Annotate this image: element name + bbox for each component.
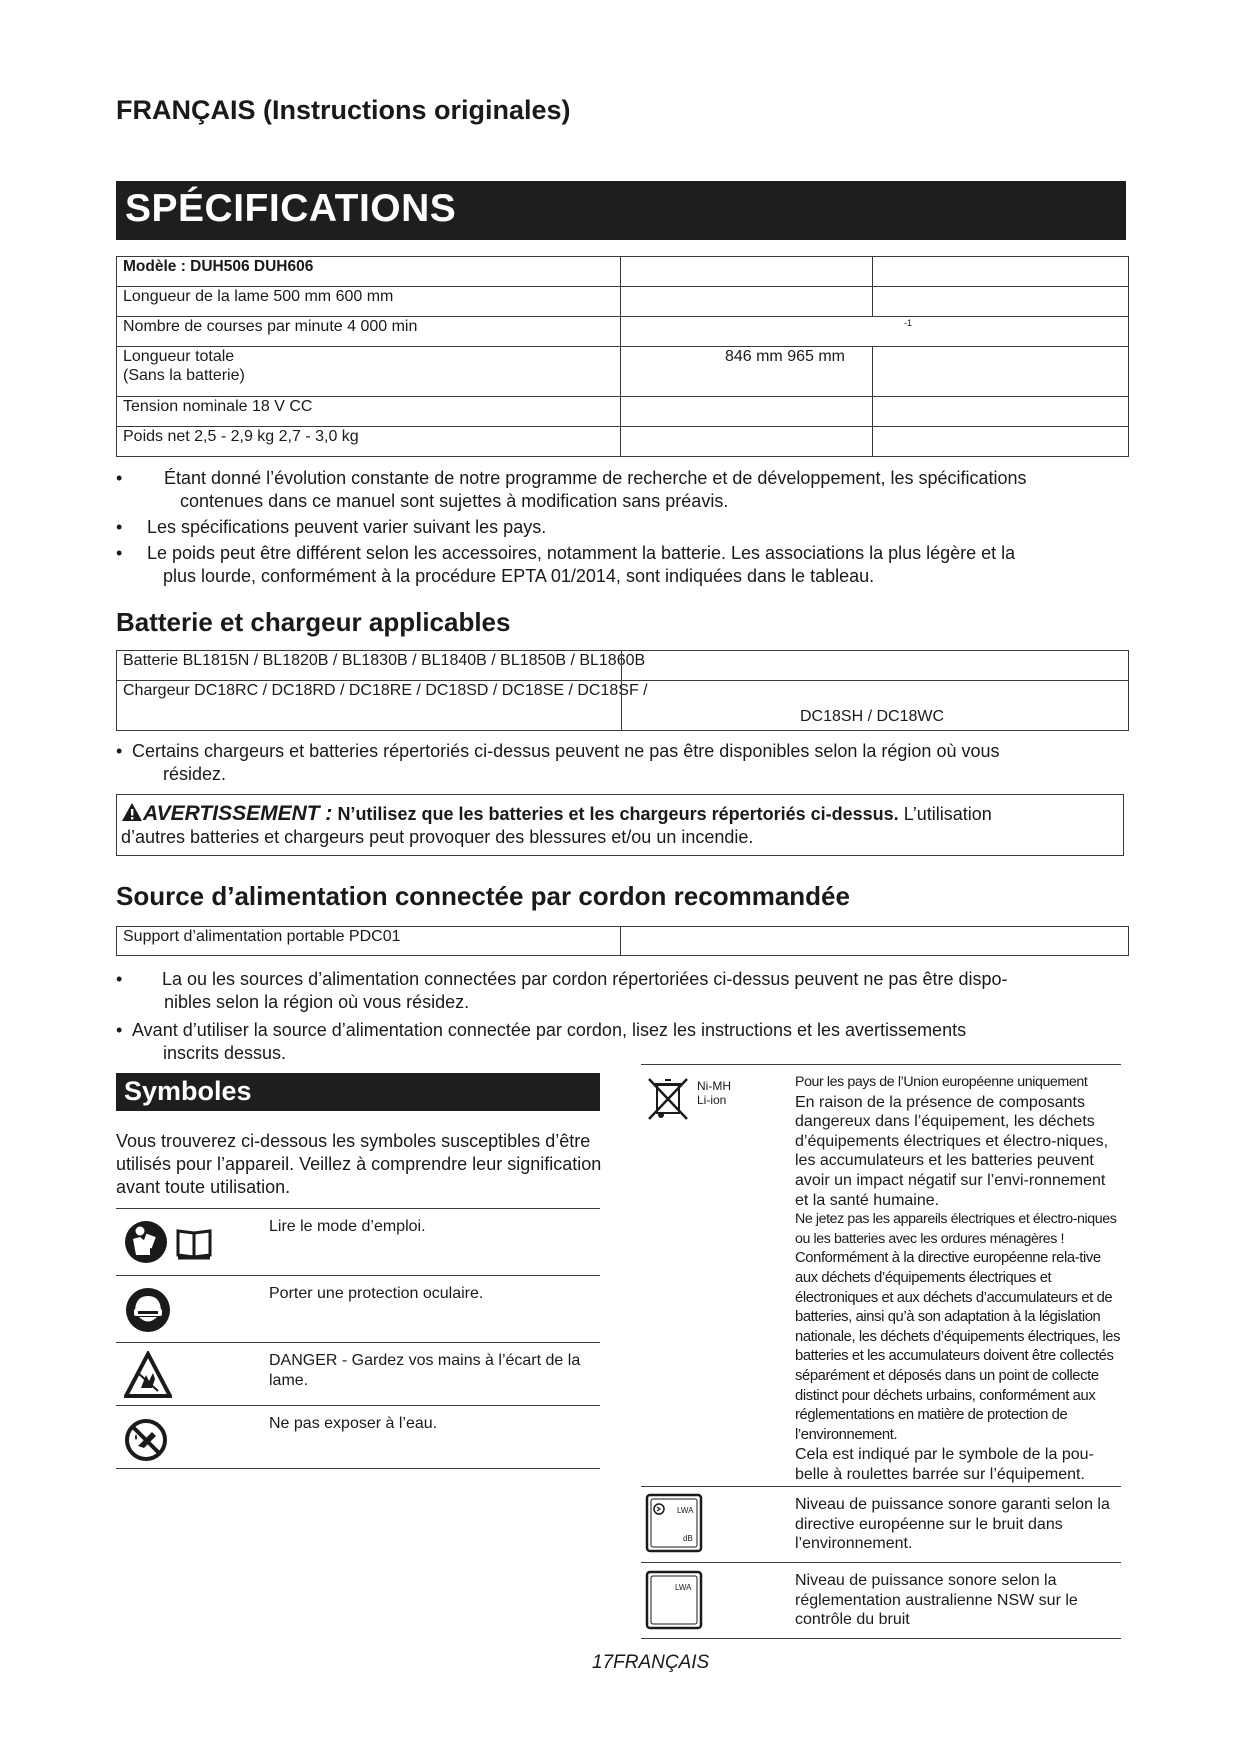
specifications-table (116, 256, 1129, 457)
spec-blade-length: Longueur de la lame 500 mm 600 mm (117, 287, 621, 317)
table-row (117, 347, 1129, 397)
noise-au-text: Niveau de puissance sonore selon la réglementation australienne NSW sur le contrôle du bruit (795, 1572, 1078, 1629)
warning-box (116, 794, 1124, 856)
battery-note (116, 740, 1126, 786)
noise-level-au-icon (645, 1570, 703, 1630)
table-row (116, 1209, 600, 1276)
warning-text-line2: d’autres batteries et chargeurs peut provoquer des blessures et/ou un incendie. (121, 827, 754, 847)
cord-source-title: Source d’alimentation connectée par cordon recommandée (116, 881, 850, 911)
table-row (117, 287, 1129, 317)
spec-strokes: Nombre de courses par minute 4 000 min (117, 317, 621, 347)
spec-weight: Poids net 2,5 - 2,9 kg 2,7 - 3,0 kg (117, 427, 621, 457)
table-row (117, 927, 1129, 956)
specifications-title: SPÉCIFICATIONS (125, 187, 457, 230)
noise-eu-text: Niveau de puissance sonore garanti selon la directive européenne sur le bruit dans l’environnement. (795, 1496, 1110, 1553)
spec-overall-length: Longueur totale (123, 348, 235, 365)
battery-section-title: Batterie et chargeur applicables (116, 607, 511, 637)
lwa-label: LWA (677, 1506, 694, 1515)
table-row (117, 651, 1129, 681)
charger-list: Chargeur DC18RC / DC18RD / DC18RE / DC18SD / DC18SE / DC18SF / (123, 682, 648, 699)
list-item: • La ou les sources d’alimentation connectées par cordon répertoriées ci-dessus peuvent ne pas être dispo- nibles selon la région où vous résidez. (116, 969, 1008, 1012)
list-item: • Le poids peut être différent selon les accessoires, notamment la batterie. Les associations la plus légère et la plus lourde, conformément à la procédure EPTA 01/2014, sont indiquées dans le tableau. (116, 543, 1016, 586)
charger-list-cont: DC18SH / DC18WC (800, 708, 945, 725)
battery-type-nimh: Ni-MH (697, 1079, 731, 1093)
symbol-text: Lire le mode d’emploi. (269, 1218, 426, 1235)
table-row (116, 1276, 600, 1343)
symbol-text: DANGER - Gardez vos mains à l’écart de la lame. (269, 1352, 581, 1389)
specifications-banner (116, 181, 1126, 240)
list-item: • Étant donné l’évolution constante de notre programme de recherche et de développement, les spécifications contenues dans ce manuel sont sujettes à modification sans préavis. (116, 468, 1027, 511)
symbol-text: Ne pas exposer à l’eau. (269, 1415, 438, 1432)
table-row (116, 1406, 600, 1469)
battery-list: Batterie BL1815N / BL1820B / BL1830B / BL1840B / BL1850B / BL1860B (123, 652, 646, 669)
warning-text: L’utilisation (903, 804, 992, 824)
read-manual-icon (124, 1219, 234, 1265)
eu-paragraph: Cela est indiqué par le symbole de la pou-belle à roulettes barrée sur l’équipement. (795, 1446, 1094, 1483)
crossed-bin-icon (645, 1075, 691, 1123)
battery-type-liion: Li-ion (697, 1093, 727, 1107)
symbols-table (116, 1208, 600, 1469)
table-row (117, 681, 1129, 731)
eu-paragraph: En raison de la présence de composants dangereux dans l’équipement, les déchets d’équipements électriques et électro-niques, les accumulateurs et les batteries peuvent avoir un impact négatif sur l’envi-ronnement et la santé humaine. (795, 1093, 1109, 1209)
table-row (641, 1487, 1121, 1563)
symbols-title: Symboles (124, 1076, 252, 1106)
table-row (117, 257, 1129, 287)
cord-source-table (116, 926, 1129, 956)
warning-bold-text: N’utilisez que les batteries et les chargeurs répertoriés ci-dessus. (337, 804, 899, 824)
language-title: FRANÇAIS (Instructions originales) (116, 95, 571, 125)
table-row (117, 397, 1129, 427)
spec-overall-length-value: 846 mm 965 mm (621, 347, 873, 397)
table-row (641, 1563, 1121, 1639)
spec-notes (116, 467, 1126, 588)
eye-protection-icon (124, 1286, 172, 1334)
table-row (641, 1065, 1121, 1487)
table-row (116, 1343, 600, 1406)
hand-danger-icon (124, 1351, 172, 1399)
battery-table (116, 650, 1129, 731)
cord-source-item: Support d’alimentation portable PDC01 (117, 927, 621, 956)
list-item: • Avant d’utiliser la source d’alimentation connectée par cordon, lisez les instructions et les avertissements inscrits dessus. (116, 1020, 967, 1063)
eu-paragraph: Ne jetez pas les appareils électriques et électro-niques ou les batteries avec les ordures ménagères ! (795, 1211, 1117, 1247)
warning-triangle-icon (121, 802, 143, 822)
spec-overall-length-note: (Sans la batterie) (123, 367, 245, 384)
page-footer: 17FRANÇAIS (592, 1652, 710, 1673)
spec-model: Modèle : DUH506 DUH606 (117, 257, 621, 287)
table-row (117, 317, 1129, 347)
db-label: dB (683, 1534, 693, 1543)
symbols-right-table (641, 1064, 1121, 1639)
symbols-banner (116, 1073, 600, 1111)
spec-strokes-exponent: -1 (903, 318, 912, 328)
list-item: • Certains chargeurs et batteries répertoriés ci-dessus peuvent ne pas être disponibles selon la région où vous résidez. (116, 741, 1000, 784)
list-item: • Les spécifications peuvent varier suivant les pays. (116, 517, 547, 537)
symbols-intro: Vous trouverez ci-dessous les symboles susceptibles d’être utilisés pour l’appareil. Veillez à comprendre leur signification avant toute utilisation. (116, 1131, 602, 1197)
no-water-icon (124, 1418, 168, 1462)
spec-voltage: Tension nominale 18 V CC (117, 397, 621, 427)
warning-label: AVERTISSEMENT : (143, 802, 333, 825)
eu-title: Pour les pays de l’Union européenne uniquement (795, 1074, 1088, 1090)
lwa-label: LWA (675, 1583, 692, 1592)
cord-source-notes (116, 968, 1126, 1065)
symbol-text: Porter une protection oculaire. (269, 1285, 484, 1302)
table-row (117, 427, 1129, 457)
eu-paragraph: Conformément à la directive européenne rela-tive aux déchets d’équipements électriques et électroniques et aux déchets d’accumulateurs et de batteries, ainsi qu’à son adaptation à la législation nationale, les déchets d’équipements électriques, les batteries et les accumulateurs doivent être collectés séparément et déposés dans un point de collecte distinct pour déchets urbains, conformément aux réglementations en matière de protection de l’environnement. (795, 1250, 1121, 1443)
noise-level-eu-icon (645, 1493, 703, 1553)
